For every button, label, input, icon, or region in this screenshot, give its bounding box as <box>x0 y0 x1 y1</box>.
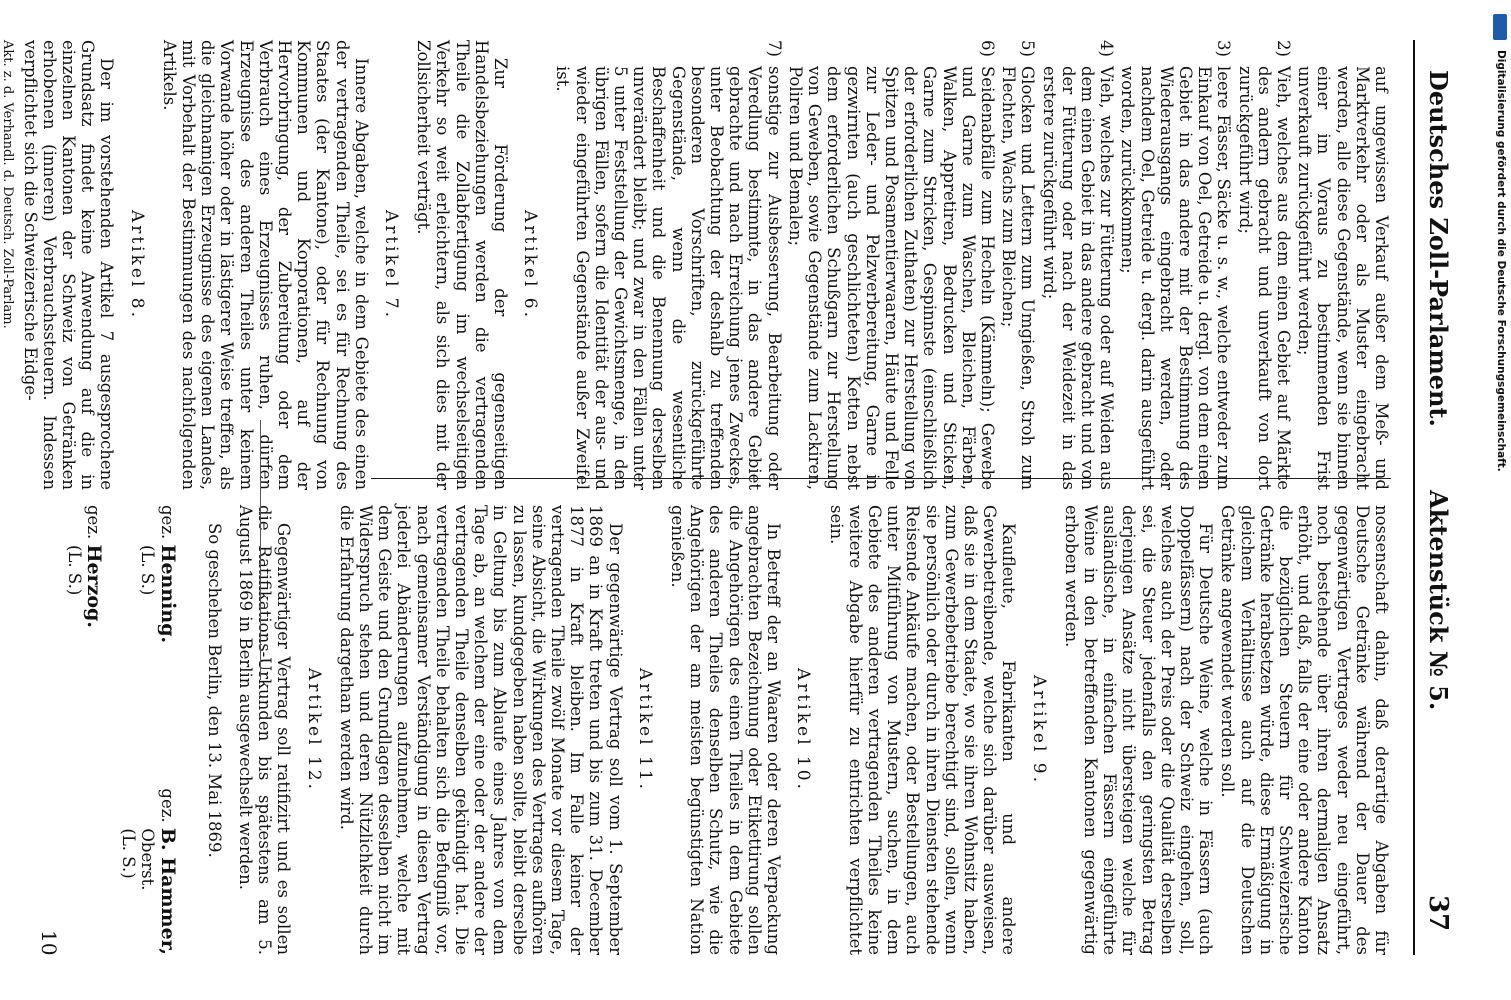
article-7-text: Innere Abgaben, welche in dem Gebiete des einen der vertragenden Theile, sei es für Rechnung des Staates (der Kantone), oder für Rechnung von Kommunen und Korporationen, auf der Hervorbringung, der Zubereitung oder dem Verbrauch eines Erzeugnisses ruhen, dürfen Erzeugnisse des anderen Theiles unter keinem Vorwande höher oder in lästigerer Weise treffen, als die gleichnamigen Erzeugnisse des eigenen Landes, mit Vorbehalt der Bestimmungen des nachfolgenden Artikels. <box>159 40 371 490</box>
article-9-text: Kaufleute, Fabrikanten und andere Gewerbetreibende, welche sich darüber ausweisen, daß sie in dem Staate, wo sie ihren Wohnsitz haben, zum Gewerbebetriebe berechtigt sind, sollen, wenn sie persönlich oder durch in ihren Diensten stehende Reisende Ankäufe machen, oder Bestellungen, auch unter Mitführung von Mustern, suchen, in dem Gebiete des anderen vertragenden Theiles keine weitere Abgabe hierfür zu entrichten verpflichtet sein. <box>826 505 1019 955</box>
item-text: Vieh, welches aus dem einen Gebiet auf Märkte des andern gebracht und unverkauft von dort zurückgeführt wird; <box>1235 66 1293 490</box>
item-number: 6) <box>977 40 997 57</box>
signature-henning <box>119 505 177 643</box>
page-number: 37 <box>1423 895 1453 932</box>
signature-herzog <box>64 505 106 955</box>
list-item <box>1295 40 1391 490</box>
article-11-text: Der gegenwärtige Vertrag soll vom 1. September 1869 an in Kraft treten und bis zum 31. December 1877 in Kraft bleiben. Im Falle keiner der vertragenden Theile zwölf Monate vor diesem Tage, seine Absicht, die Wirkungen des Vertrages aufhören zu lassen, kundgegeben haben sollte, bleibt derselbe in Geltung bis zum Ablaufe eines Jahres von dem Tage ab, an welchem der eine oder der andere der vertragenden Theile denselben gekündigt hat. Die vertragenden Theile behalten sich die Befugniß vor, nach gemeinsamer Verständigung in diesen Vertrag jederlei Abänderungen aufzunehmen, welche mit dem Geiste und den Grundlagen desselben nicht im Widerspruch stehen und deren Nützlichkeit durch die Erfahrung dargethan werden wird. <box>336 505 625 955</box>
signatory-name: Herzog. <box>83 544 106 628</box>
article-10-heading: Artikel 10. <box>793 668 814 792</box>
item-text: Glocken und Lettern zum Umgießen, Stroh zum Flechten, Wachs zum Bleichen; <box>999 66 1038 490</box>
list-item <box>786 40 997 490</box>
item-text: Seidenabfälle zum Hecheln (Kämmeln); Gewebe und Garne zum Waschen, Bleichen, Färben, Walken, Appretiren, Bedrucken und Sticken, Garne zum Stricken, Gespinnste (einschließlich der erforderlichen Zuthaten) zur Herstellung von Spitzen und Posamentierwaaren, Häute und Felle zur Leder- und Pelzwerbereitung, Garne in gezwirnten (auch geschlichteten) Ketten nebst dem erforderlichen Schußgarn zur Herstellung von Geweben, sowie Gegenstände zum Lackiren, Poliren und Bemalen; <box>785 66 997 490</box>
list-item <box>1235 40 1293 490</box>
seal-mark: (L. S.) <box>64 545 84 596</box>
seal-mark: (L. S.) <box>119 828 139 879</box>
article-8-text: Der im vorstehenden Artikel 7 ausgesprochene Grundsatz findet keine Anwendung auf die in einzelnen Kantonen der Schweiz von Getränken erhobenen (inneren) Verbrauchssteuern. Indessen verpflichtet sich die Schweizerische Eidge- <box>20 40 117 490</box>
article-8-heading: Artikel 8. <box>126 209 147 321</box>
footer-note: Akt. z. d. Verhandl. d. Deutsch. Zoll-Parlam. <box>0 40 16 329</box>
article-10-text: In Betreff der an Waaren oder deren Verpackung angebrachten Bezeichnung oder Etikettirung sollen die Angehörigen des einen Theiles in dem Gebiete des anderen Theiles denselben Schutz, wie die Angehörigen der am meisten begünstigten Nation genießen. <box>668 505 784 955</box>
list-item <box>1039 40 1116 490</box>
item-text: Vieh, welches zur Fütterung oder auf Weiden aus dem einen Gebiet in das andere gebracht und von der Fütterung oder nach der Weidezeit in das erstere zurückgeführt wird; <box>1039 66 1117 490</box>
left-column <box>0 40 1391 490</box>
item-text: auf ungewissen Verkauf außer dem Meß- und Marktverkehr oder als Muster eingebracht werden, alle diese Gegenstände, wenn sie binnen einer im Voraus zu bestimmenden Frist unverkauft zurückgeführt werden; <box>1295 66 1391 490</box>
article-11-heading: Artikel 11. <box>634 668 655 792</box>
item-number: 3) <box>1214 40 1234 57</box>
document-number: Aktenstück № 5. <box>1424 490 1453 711</box>
list-item <box>1118 40 1233 490</box>
article-6-text: Zur Förderung der gegenseitigen Handelsbeziehungen werden die vertragenden Theile die Zollabfertigung im wechselseitigen Verkehr so weit erleichtern, als sich dies mit der Zollsicherheit verträgt. <box>414 40 511 490</box>
item-number: 5) <box>1018 40 1038 57</box>
item-number: 2) <box>1273 40 1293 57</box>
dateline: So geschehen Berlin, den 13. Mai 1869. <box>204 523 224 858</box>
header-rule <box>1413 40 1415 955</box>
signature-prefix: gez. <box>157 505 177 540</box>
digitization-note-text: Digitalisierung gefördert durch die Deutsche Forschungsgemeinschaft. <box>1495 50 1507 472</box>
list-item <box>553 40 783 490</box>
item-number: 4) <box>1097 40 1117 57</box>
item-list <box>553 40 1391 490</box>
item-text: sonstige zur Ausbesserung, Bearbeitung oder Veredlung bestimmte, in das andere Gebiet gebrachte und nach Erreichung jenes Zweckes, unter Beobachtung der deshalb zu treffenden besonderen Vorschriften, zurückgeführte Gegenstände, wenn die wesentliche Beschaffenheit und die Benennung derselben unverändert bleibt; und zwar in den Fällen unter 5 unter Feststellung der Gewichtsmenge, in den übrigen Fällen, sofern die Identität der aus- und wieder eingeführten Gegenstände außer Zweifel ist. <box>553 66 784 490</box>
dfg-logo-icon <box>1493 14 1507 40</box>
item-text: leere Fässer, Säcke u. s. w., welche entweder zum Einkauf von Oel, Getreide u. dergl. von dem einen Gebiet in das andere mit der Bestimmung des Wiederausgangs eingebracht werden, oder nachdem Oel, Getreide u. dergl. darin ausgeführt worden, zurückkommen; <box>1118 66 1234 490</box>
signatory-name: B. Hammer, <box>156 827 179 955</box>
signature-hammer <box>119 788 177 955</box>
paragraph: Für Deutsche Weine, welche in Fässern (auch Doppelfässern) nach der Schweiz eingehen, soll, welches auch der Preis oder die Qualität derselben sei, die Steuer jedenfalls den geringsten Betrag derjenigen Ansätze nicht übersteigen welche für ausländische, in einfachen Fässern eingeführte Weine in den betreffenden Kantonen gegenwärtig erhoben werden. <box>1061 505 1216 955</box>
paragraph: nossenschaft dahin, daß derartige Abgaben für Deutsche Getränke während der Dauer des gegenwärtigen Vertrages weder neu eingeführt, noch bestehende über ihren dermaligen Ansatz erhöht, und daß, falls der eine oder andere Kanton die bezüglichen Steuern für Schweizerische Getränke herabsetzen würde, diese Ermäßigung in gleichem Verhältnisse auch auf die Deutschen Getränke angewendet werden soll. <box>1218 505 1391 955</box>
article-7-heading: Artikel 7. <box>381 209 402 321</box>
list-item <box>999 40 1037 490</box>
article-12-text: Gegenwärtiger Vertrag soll ratifizirt und es sollen die Ratifikations-Urkunden bis spätestens am 5. August 1869 in Berlin ausgewechselt werden. <box>236 505 294 955</box>
digitization-note <box>1489 10 1509 990</box>
right-column <box>59 505 1391 955</box>
seal-mark: (L. S.) <box>138 545 158 596</box>
signature-prefix: gez. <box>84 505 104 540</box>
article-6-heading: Artikel 6. <box>520 209 541 321</box>
signatory-name: Henning. <box>156 544 179 644</box>
signature-line <box>260 420 261 680</box>
article-12-heading: Artikel 12. <box>303 668 324 792</box>
sheet-mark: 10 <box>37 930 61 956</box>
signature-row <box>113 505 187 955</box>
signatory-title: Oberst. <box>138 828 158 891</box>
item-number: 7) <box>764 40 784 57</box>
signature-prefix: gez. <box>157 788 177 823</box>
article-9-heading: Artikel 9. <box>1028 674 1049 786</box>
running-header: Deutsches Zoll-Parlament. <box>1424 70 1453 427</box>
